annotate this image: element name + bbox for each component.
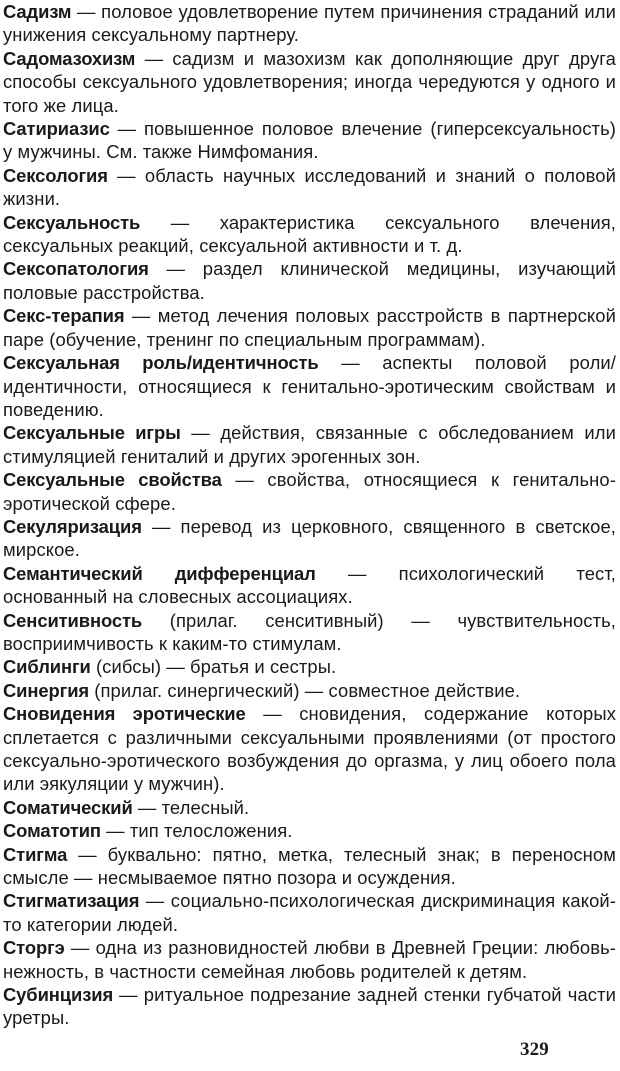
- glossary-entry: [3, 468, 616, 515]
- entry-term: Стигматизация: [3, 890, 140, 912]
- glossary-entry: [3, 351, 616, 421]
- entry-definition: — перевод из церковного, священного в светское, мирское.: [3, 515, 616, 561]
- glossary-entry: [3, 655, 616, 678]
- glossary-entry: [3, 983, 616, 1030]
- entry-definition: — характеристика сексуального влечения, сексуальных реакций, сексуальной активности и т. д.: [3, 211, 616, 257]
- entry-definition: — аспекты половой роли/идентичности, относящиеся к генитально-эротическим свойствам и поведению.: [3, 352, 616, 420]
- entry-term: Семантический дифференциал: [3, 562, 316, 584]
- entry-definition: — телесный.: [132, 796, 250, 818]
- entry-definition: — раздел клинической медицины, изучающий половые расстройства.: [3, 258, 616, 303]
- entry-term: Сексуальная роль/идентичность: [3, 352, 319, 374]
- entry-term: Стигма: [3, 843, 68, 865]
- entry-definition: (прилаг. сенситивный) — чувствительность, восприимчивость к каким-то стимулам.: [3, 609, 616, 654]
- glossary-entry: [3, 819, 616, 842]
- glossary-entry: [3, 211, 616, 258]
- glossary-entry: [3, 562, 616, 609]
- glossary-entry: [3, 117, 616, 164]
- entry-definition: — сновидения, содержание которых сплетается с различными сексуальными проявлениями (от простого сексуально-эротического возбуждения до оргазма, у лиц обоего пола или эякуляции у мужчин).: [3, 703, 616, 795]
- entry-definition: — тип телосложения.: [100, 820, 293, 842]
- glossary-entry: [3, 796, 616, 819]
- entry-term: Сенситивность: [3, 609, 143, 631]
- entry-definition: — действия, связанные с обследованием или стимуляцией гениталий и других эрогенных зон.: [3, 422, 617, 467]
- entry-term: Сексуальность: [3, 211, 141, 233]
- entry-definition: — ритуальное подрезание задней стенки губчатой части уретры.: [3, 984, 616, 1029]
- glossary-entry: [3, 936, 616, 983]
- entry-definition: — одна из разновидностей любви в Древней Греции: любовь-нежность, в частности семейная любовь родителей к детям.: [3, 937, 616, 982]
- glossary-entry: [3, 702, 616, 796]
- entry-term: Сексопатология: [3, 258, 149, 280]
- entry-term: Сексуальные игры: [3, 422, 181, 444]
- glossary-entry: [3, 889, 616, 936]
- glossary-entry: [3, 679, 616, 702]
- page-number: 329: [520, 1039, 549, 1060]
- glossary-entry: [3, 47, 616, 117]
- entry-definition: — буквально: пятно, метка, телесный знак; в переносном смысле — несмываемое пятно позора и осуждения.: [3, 843, 616, 889]
- glossary-entry: [3, 304, 616, 351]
- glossary-entries: [3, 0, 616, 1030]
- entry-definition: — метод лечения половых расстройств в партнерской паре (обучение, тренинг по специальным программам).: [3, 305, 616, 350]
- entry-term: Соматический: [3, 796, 133, 818]
- entry-term: Сексология: [3, 164, 108, 186]
- glossary-entry: [3, 843, 616, 890]
- entry-definition: — половое удовлетворение путем причинения страданий или унижения сексуальному партнеру.: [3, 1, 616, 46]
- glossary-entry: [3, 515, 616, 562]
- entry-definition: — свойства, относящиеся к генитально-эротической сфере.: [3, 469, 616, 514]
- entry-definition: — область научных исследований и знаний о половой жизни.: [3, 164, 616, 210]
- glossary-entry: [3, 421, 616, 468]
- glossary-entry: [3, 164, 616, 211]
- glossary-entry: [3, 0, 616, 47]
- entry-term: Сновидения эротические: [3, 703, 246, 725]
- entry-definition: — социально-психологическая дискриминация какой-то категории людей.: [3, 890, 616, 935]
- entry-term: Соматотип: [3, 820, 101, 842]
- glossary-entry: [3, 257, 616, 304]
- entry-definition: — повышенное половое влечение (гиперсексуальность) у мужчины. См. также Нимфомания.: [3, 118, 616, 163]
- entry-definition: — садизм и мазохизм как дополняющие друг друга способы сексуального удовлетворения; иногда чередуются у одного и того же лица.: [3, 47, 616, 116]
- entry-term: Сторгэ: [3, 937, 65, 959]
- entry-term: Секс-терапия: [3, 305, 125, 327]
- entry-definition: (прилаг. синергический) — совместное действие.: [89, 679, 521, 701]
- entry-term: Садизм: [3, 1, 72, 22]
- entry-term: Сексуальные свойства: [3, 469, 222, 491]
- entry-definition: — психологический тест, основанный на словесных ассоциациях.: [3, 562, 617, 608]
- entry-term: Садомазохизм: [3, 47, 136, 69]
- entry-definition: (сибсы) — братья и сестры.: [90, 656, 337, 678]
- entry-term: Синергия: [3, 679, 90, 701]
- entry-term: Секуляризация: [3, 515, 142, 537]
- entry-term: Субинцизия: [3, 984, 114, 1006]
- entry-term: Сиблинги: [3, 656, 91, 678]
- entry-term: Сатириазис: [3, 118, 110, 140]
- glossary-entry: [3, 609, 616, 656]
